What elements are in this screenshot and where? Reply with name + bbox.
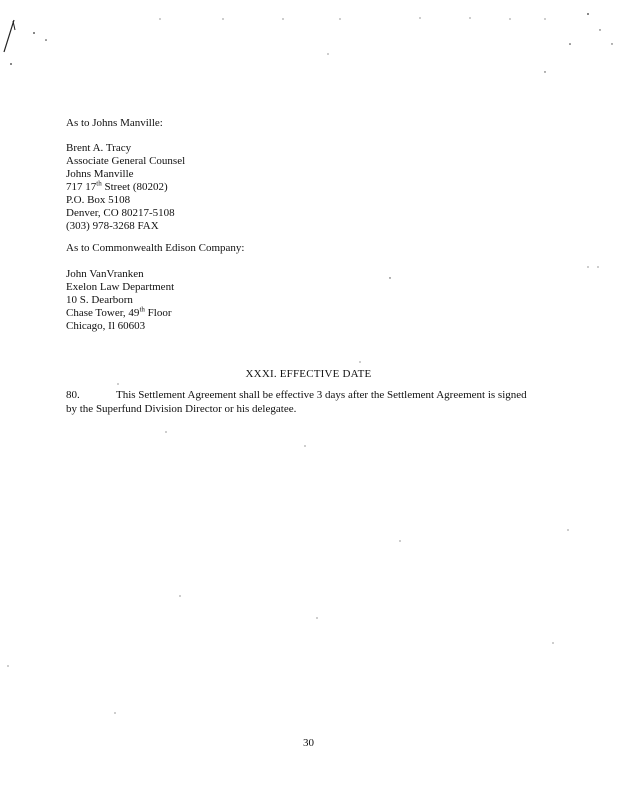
comed-contact-name: John VanVranken [66,268,144,280]
paragraph-text: This Settlement Agreement shall be effective 3 days after the Settlement Agreement is signed by the Superfund Division Director or his delegatee. [66,389,527,415]
comed-street: 10 S. Dearborn [66,294,133,306]
comed-tower [66,307,174,320]
comed-city: Chicago, Il 60603 [66,320,146,332]
section-heading: XXXI. EFFECTIVE DATE [245,368,372,380]
jm-po-box: P.O. Box 5108 [66,194,131,206]
jm-contact-title: Associate General Counsel [66,155,186,167]
jm-street [66,181,185,194]
comed-tower-prefix: Chase Tower, 49 [66,307,140,319]
page-number: 30 [303,737,314,749]
johns-manville-header: As to Johns Manville: [66,117,163,129]
jm-company: Johns Manville [66,168,134,180]
jm-street-ordinal: th [96,179,102,188]
jm-street-rest: Street (80202) [101,181,168,193]
paragraph-number: 80. [66,389,80,401]
comed-header: As to Commonwealth Edison Company: [66,242,245,254]
effective-date-paragraph [66,388,538,416]
comed-tower-ordinal: th [139,305,145,314]
jm-street-number: 717 17 [66,181,97,193]
comed-tower-rest: Floor [144,307,172,319]
jm-contact-name: Brent A. Tracy [66,142,132,154]
comed-address [66,268,174,333]
jm-fax: (303) 978-3268 FAX [66,220,159,232]
jm-city: Denver, CO 80217-5108 [66,207,175,219]
comed-department: Exelon Law Department [66,281,175,293]
johns-manville-address [66,142,185,233]
